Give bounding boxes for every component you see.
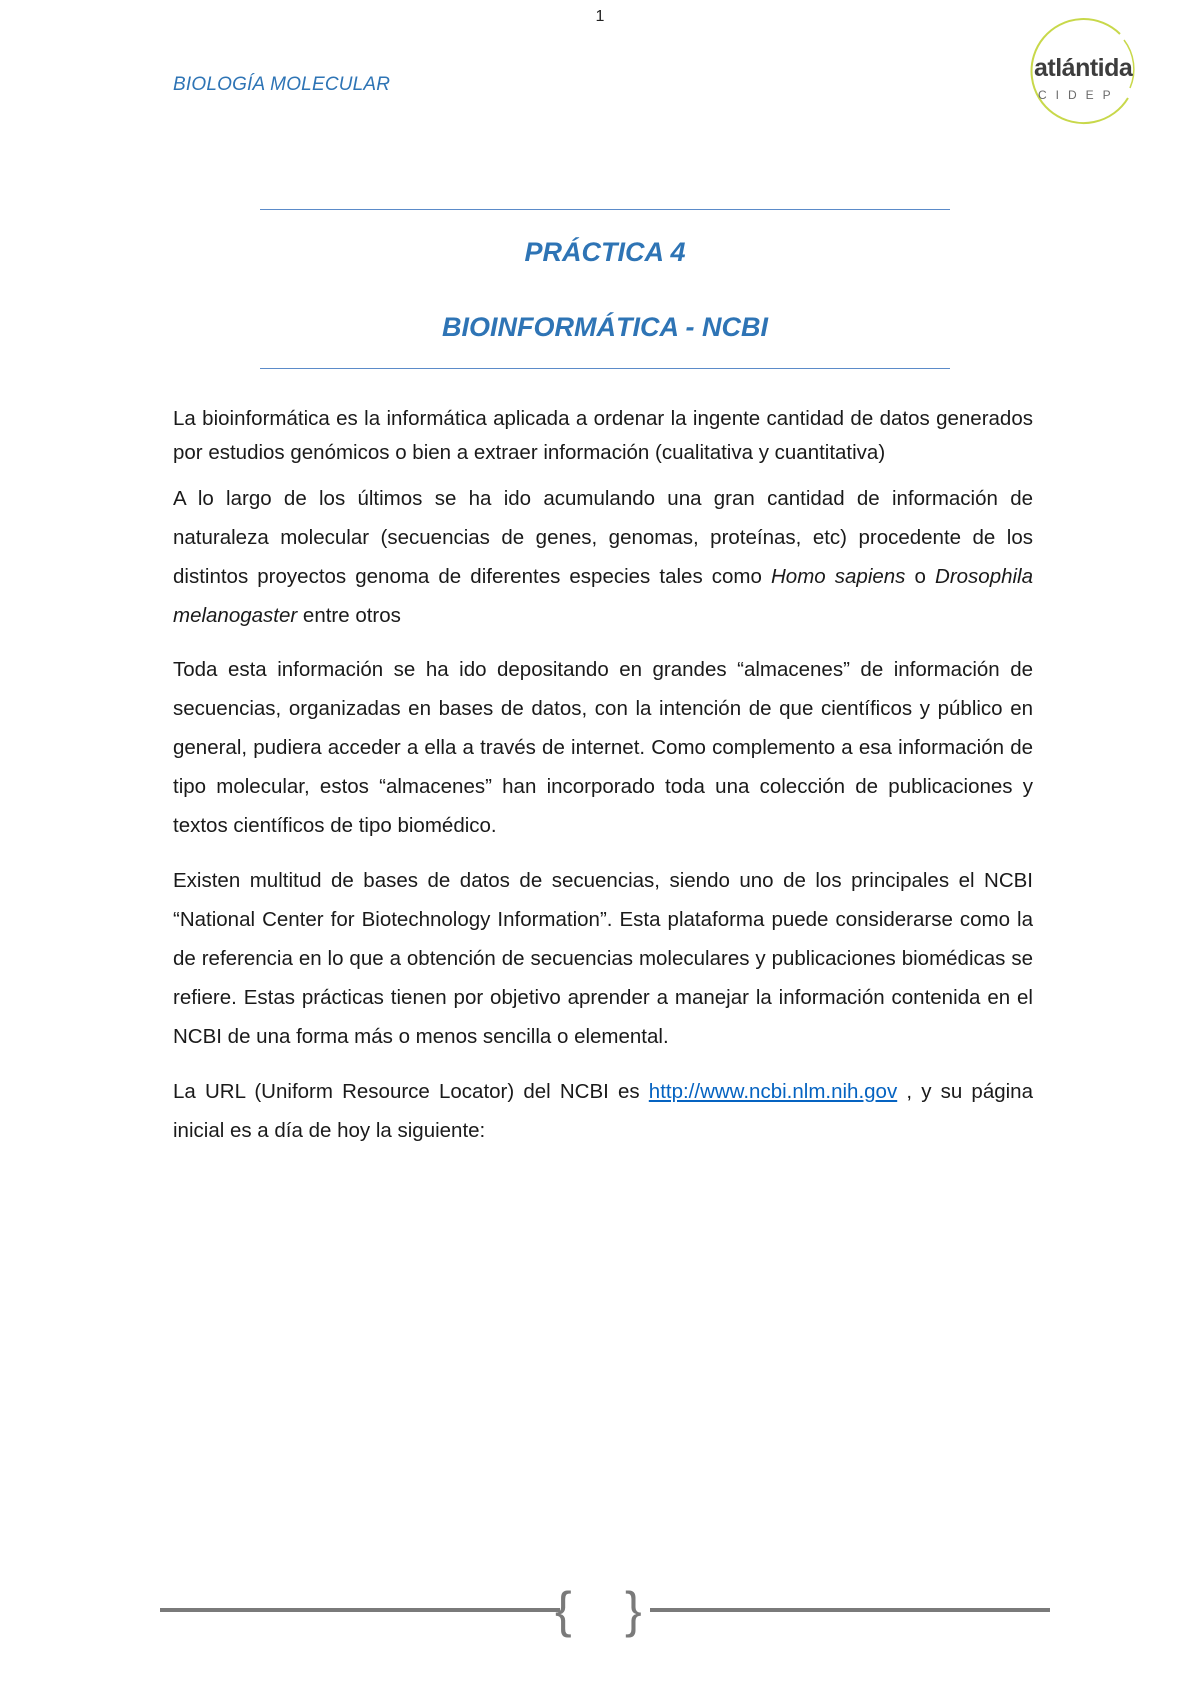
- title-rule-top: [260, 209, 950, 210]
- practice-subtitle: BIOINFORMÁTICA - NCBI: [442, 312, 768, 342]
- page-number: 1: [595, 8, 605, 25]
- footer-line-left: [160, 1608, 560, 1612]
- logo-name: atlántida: [1034, 54, 1133, 82]
- species-name: Homo sapiens: [771, 565, 906, 588]
- paragraph-text: entre otros: [297, 604, 401, 627]
- atlantida-logo: [1020, 18, 1138, 130]
- page-footer: [160, 1580, 1050, 1640]
- footer-line-right: [650, 1608, 1050, 1612]
- footer-bracket-close: }: [625, 1582, 642, 1638]
- paragraph-intro: La bioinformática es la informática aplicada a ordenar la ingente cantidad de datos generados por estudios genómicos o bien a extraer información (cualitativa y cuantitativa): [173, 407, 1033, 464]
- paragraph-text: o: [905, 565, 936, 588]
- footer-bracket-open: {: [555, 1582, 572, 1638]
- paragraph-ncbi: Existen multitud de bases de datos de secuencias, siendo uno de los principales el NCBI “National Center for Biotechnology Information”. Esta plataforma puede considerarse como la de referencia en lo que a obtención de secuencias moleculares y publicaciones biomédicas se refiere. Estas prácticas tienen por objetivo aprender a manejar la información contenida en el NCBI de una forma más o menos sencilla o elemental.: [173, 869, 1033, 1048]
- paragraph-text: A lo largo de los últimos se ha ido acumulando una gran cantidad de información de naturaleza molecular (secuencias de genes, genomas, proteínas, etc) procedente de los distintos proyectos genoma de diferentes especies tales como: [173, 487, 1033, 588]
- paragraph-url: [173, 1072, 1033, 1150]
- ncbi-url-link[interactable]: http://www.ncbi.nlm.nih.gov: [648, 1080, 898, 1103]
- paragraph-text: , y su página inicial es a día de hoy la siguiente:: [173, 1080, 1033, 1142]
- logo-subtitle: CIDEP: [1038, 88, 1120, 102]
- title-rule-bottom: [260, 368, 950, 369]
- paragraph-molecular-data: [173, 479, 1033, 635]
- document-body: [173, 402, 1033, 1150]
- species-name: Drosophila melanogaster: [173, 565, 1034, 627]
- paragraph-text: La URL (Uniform Resource Locator) del NCBI es: [173, 1080, 649, 1103]
- paragraph-databases: Toda esta información se ha ido depositando en grandes “almacenes” de información de secuencias, organizadas en bases de datos, con la intención de que científicos y público en general, pudiera acceder a ella a través de internet. Como complemento a esa información de tipo molecular, estos “almacenes” han incorporado toda una colección de publicaciones y textos científicos de tipo biomédico.: [173, 658, 1033, 837]
- header-subject: BIOLOGÍA MOLECULAR: [173, 74, 391, 95]
- practice-title: PRÁCTICA 4: [524, 237, 686, 267]
